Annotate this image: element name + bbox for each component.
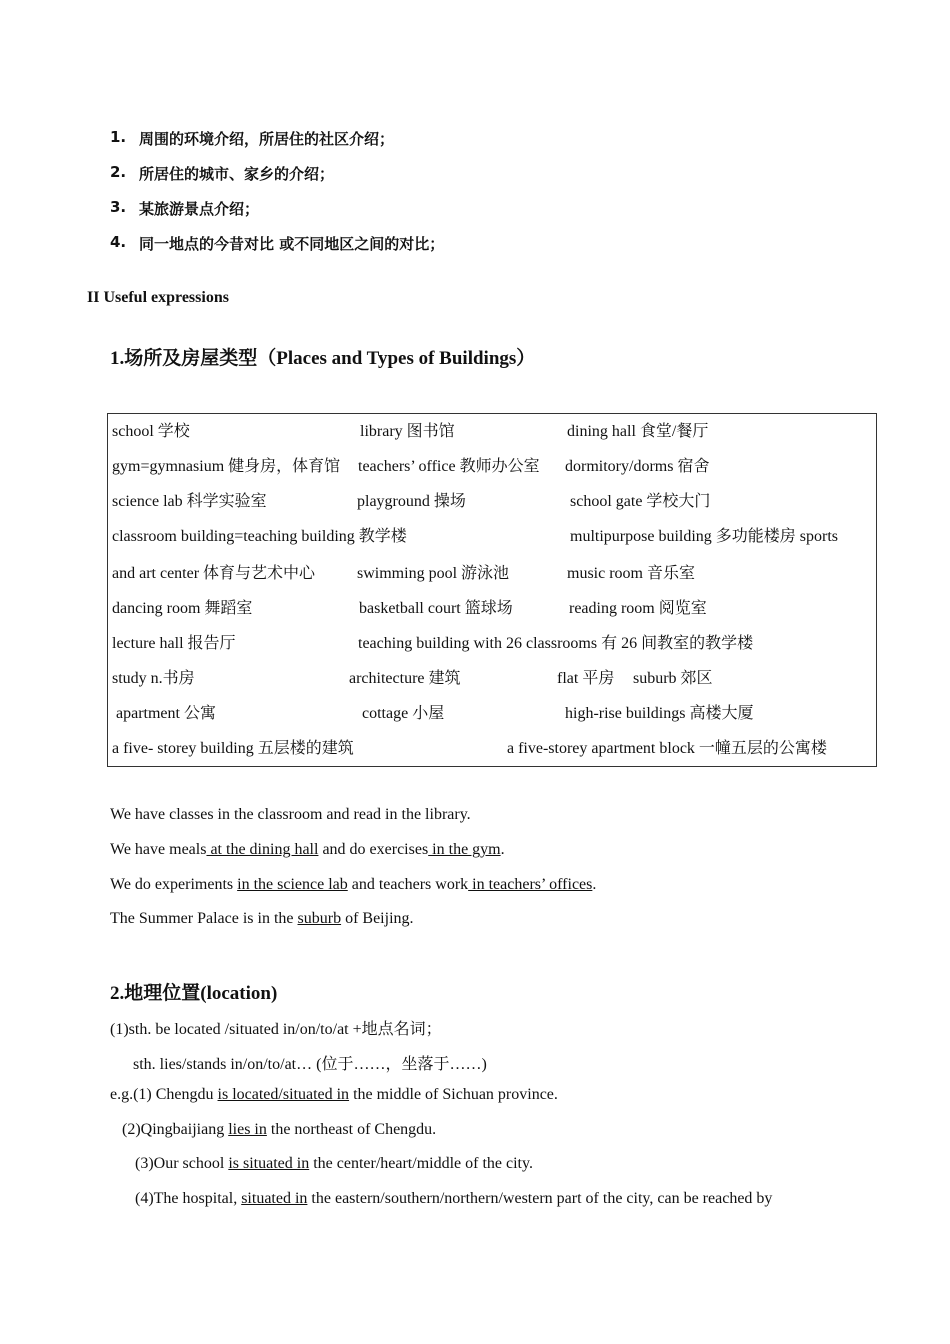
vocab-item: lecture hall 报告厅 — [112, 635, 236, 652]
vocab-item: school 学校 — [112, 423, 190, 440]
vocab-item: cottage 小屋 — [362, 705, 445, 722]
vocab-item: science lab 科学实验室 — [112, 493, 267, 510]
vocab-item: apartment 公寓 — [116, 705, 216, 722]
example-sentence: We do experiments in the science lab and teachers work in teachers’ offices. — [110, 876, 597, 893]
places-heading: 1.场所及房屋类型（Places and Types of Buildings） — [110, 348, 536, 369]
vocab-item: school gate 学校大门 — [570, 493, 711, 510]
vocab-item: library 图书馆 — [360, 423, 455, 440]
example-sentence: e.g.(1) Chengdu is located/situated in the middle of Sichuan province. — [110, 1086, 558, 1103]
location-heading: 2.地理位置(location) — [110, 983, 278, 1004]
vocab-item: basketball court 篮球场 — [359, 600, 513, 617]
example-sentence: (4)The hospital, situated in the eastern/southern/northern/western part of the city, can be reached by — [135, 1190, 773, 1207]
vocab-item: a five-storey apartment block 一幢五层的公寓楼 — [507, 740, 827, 757]
example-sentence: (2)Qingbaijiang lies in the northeast of Chengdu. — [122, 1121, 437, 1138]
example-sentence: We have meals at the dining hall and do exercises in the gym. — [110, 841, 505, 858]
section-title: II Useful expressions — [87, 289, 229, 306]
vocab-item: reading room 阅览室 — [569, 600, 707, 617]
rule-line: sth. lies/stands in/on/to/at… (位于……，坐落于……) — [133, 1056, 487, 1073]
vocab-item: dancing room 舞蹈室 — [112, 600, 253, 617]
vocab-item: music room 音乐室 — [567, 565, 695, 582]
vocab-item: playground 操场 — [357, 493, 466, 510]
vocab-item: dining hall 食堂/餐厅 — [567, 423, 709, 440]
vocab-item: gym=gymnasium 健身房，体育馆 — [112, 458, 341, 475]
vocab-item: suburb 郊区 — [633, 670, 713, 687]
vocab-item: teaching building with 26 classrooms 有 26 间教室的教学楼 — [358, 635, 754, 652]
vocabulary-box — [107, 413, 877, 767]
vocab-item: high-rise buildings 高楼大厦 — [565, 705, 754, 722]
vocab-item: architecture 建筑 — [349, 670, 461, 687]
vocab-item: and art center 体育与艺术中心 — [112, 565, 316, 582]
rule-line: (1)sth. be located /situated in/on/to/at +地点名词； — [110, 1021, 442, 1038]
vocab-item: study n.书房 — [112, 670, 195, 687]
vocab-item: classroom building=teaching building 教学楼 — [112, 528, 407, 545]
vocab-item: multipurpose building 多功能楼房 sports — [570, 528, 839, 545]
example-sentence: (3)Our school is situated in the center/heart/middle of the city. — [135, 1155, 533, 1172]
vocab-item: a five- storey building 五层楼的建筑 — [112, 740, 354, 757]
vocab-item: dormitory/dorms 宿舍 — [565, 458, 710, 475]
vocab-item: swimming pool 游泳池 — [357, 565, 510, 582]
example-sentence: The Summer Palace is in the suburb of Beijing. — [110, 910, 414, 927]
vocab-item: flat 平房 — [557, 670, 615, 687]
example-sentence: We have classes in the classroom and read in the library. — [110, 806, 471, 823]
vocab-item: teachers’ office 教师办公室 — [358, 458, 540, 475]
